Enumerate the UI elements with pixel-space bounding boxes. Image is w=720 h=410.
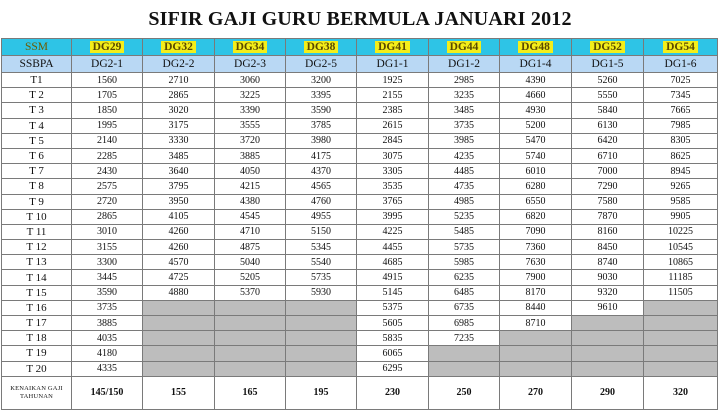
salary-cell: 3305 (357, 164, 429, 179)
salary-cell: 4370 (286, 164, 357, 179)
salary-cell: 5260 (572, 73, 644, 88)
salary-cell: 3980 (286, 133, 357, 148)
salary-cell: 3225 (215, 88, 286, 103)
salary-cell: 7235 (429, 331, 500, 346)
salary-cell: 10225 (644, 224, 718, 239)
salary-cell: 4875 (215, 240, 286, 255)
salary-cell: 3010 (72, 224, 143, 239)
row-label: T 20 (2, 361, 72, 376)
salary-cell: 9265 (644, 179, 718, 194)
salary-cell: 3395 (286, 88, 357, 103)
salary-cell: 2865 (72, 209, 143, 224)
salary-cell: 4710 (215, 224, 286, 239)
salary-cell: 4760 (286, 194, 357, 209)
table-row (2, 209, 718, 224)
salary-cell: 6710 (572, 148, 644, 163)
empty-cell (572, 331, 644, 346)
ssbpa-header-row (2, 56, 718, 73)
salary-cell: 5150 (286, 224, 357, 239)
salary-cell: 4215 (215, 179, 286, 194)
ssm-grade-cell (72, 39, 143, 56)
row-label: T 11 (2, 224, 72, 239)
salary-cell: 5840 (572, 103, 644, 118)
empty-cell (500, 361, 572, 376)
salary-cell: 3995 (357, 209, 429, 224)
empty-cell (500, 346, 572, 361)
salary-cell: 4660 (500, 88, 572, 103)
salary-cell: 3885 (72, 316, 143, 331)
table-row (2, 118, 718, 133)
empty-cell (644, 316, 718, 331)
increment-cell: 250 (429, 376, 500, 409)
ssm-grade-cell (215, 39, 286, 56)
salary-cell: 7580 (572, 194, 644, 209)
empty-cell (286, 331, 357, 346)
increment-cell: 270 (500, 376, 572, 409)
salary-cell: 4260 (143, 224, 215, 239)
salary-cell: 2985 (429, 73, 500, 88)
increment-cell: 155 (143, 376, 215, 409)
salary-cell: 8710 (500, 316, 572, 331)
empty-cell (572, 346, 644, 361)
increment-cell: 145/150 (72, 376, 143, 409)
salary-cell: 5145 (357, 285, 429, 300)
ssm-grade-cell (357, 39, 429, 56)
salary-cell: 8440 (500, 300, 572, 315)
empty-cell (644, 331, 718, 346)
salary-cell: 1925 (357, 73, 429, 88)
ssm-grade-cell (644, 39, 718, 56)
salary-cell: 4725 (143, 270, 215, 285)
salary-cell: 6735 (429, 300, 500, 315)
ssm-grade-label: DG48 (518, 41, 553, 53)
row-label: T 2 (2, 88, 72, 103)
table-row (2, 103, 718, 118)
table-row (2, 346, 718, 361)
ssbpa-grade-cell: DG1-4 (500, 56, 572, 73)
table-row (2, 240, 718, 255)
salary-cell: 5735 (429, 240, 500, 255)
salary-cell: 3485 (429, 103, 500, 118)
row-label: T 10 (2, 209, 72, 224)
salary-cell: 3535 (357, 179, 429, 194)
salary-cell: 4225 (357, 224, 429, 239)
ssbpa-grade-cell: DG1-5 (572, 56, 644, 73)
salary-cell: 4455 (357, 240, 429, 255)
row-label: T 13 (2, 255, 72, 270)
salary-cell: 4380 (215, 194, 286, 209)
salary-cell: 3060 (215, 73, 286, 88)
salary-cell: 2575 (72, 179, 143, 194)
empty-cell (644, 300, 718, 315)
salary-cell: 2845 (357, 133, 429, 148)
table-row (2, 73, 718, 88)
ssbpa-grade-cell: DG2-5 (286, 56, 357, 73)
ssm-grade-cell (572, 39, 644, 56)
salary-cell: 9320 (572, 285, 644, 300)
increment-cell: 165 (215, 376, 286, 409)
salary-cell: 3640 (143, 164, 215, 179)
salary-cell: 3765 (357, 194, 429, 209)
table-row (2, 300, 718, 315)
salary-cell: 11505 (644, 285, 718, 300)
salary-cell: 4335 (72, 361, 143, 376)
salary-cell: 3330 (143, 133, 215, 148)
salary-cell: 5345 (286, 240, 357, 255)
salary-cell: 7630 (500, 255, 572, 270)
table-row (2, 179, 718, 194)
row-label: T 5 (2, 133, 72, 148)
salary-cell: 3390 (215, 103, 286, 118)
salary-cell: 6485 (429, 285, 500, 300)
salary-cell: 5835 (357, 331, 429, 346)
empty-cell (143, 346, 215, 361)
salary-cell: 7090 (500, 224, 572, 239)
row-label: T 6 (2, 148, 72, 163)
salary-cell: 1560 (72, 73, 143, 88)
empty-cell (572, 316, 644, 331)
salary-cell: 2385 (357, 103, 429, 118)
table-row (2, 361, 718, 376)
salary-cell: 4565 (286, 179, 357, 194)
empty-cell (572, 361, 644, 376)
empty-cell (143, 316, 215, 331)
salary-cell: 2720 (72, 194, 143, 209)
table-row (2, 270, 718, 285)
salary-cell: 6550 (500, 194, 572, 209)
ssm-grade-label: DG54 (663, 41, 698, 53)
empty-cell (215, 331, 286, 346)
salary-cell: 5740 (500, 148, 572, 163)
annual-increment-label: KENAIKAN GAJI TAHUNAN (2, 376, 72, 409)
salary-cell: 1705 (72, 88, 143, 103)
salary-cell: 4235 (429, 148, 500, 163)
salary-cell: 6820 (500, 209, 572, 224)
salary-cell: 4985 (429, 194, 500, 209)
salary-cell: 6280 (500, 179, 572, 194)
ssm-label: SSM (2, 39, 72, 56)
salary-cell: 3075 (357, 148, 429, 163)
table-row (2, 316, 718, 331)
salary-cell: 4685 (357, 255, 429, 270)
row-label: T 16 (2, 300, 72, 315)
empty-cell (286, 361, 357, 376)
ssbpa-grade-cell: DG2-3 (215, 56, 286, 73)
salary-cell: 8450 (572, 240, 644, 255)
table-row (2, 331, 718, 346)
row-label: T 7 (2, 164, 72, 179)
salary-cell: 4915 (357, 270, 429, 285)
salary-cell: 3155 (72, 240, 143, 255)
salary-cell: 1850 (72, 103, 143, 118)
salary-cell: 2430 (72, 164, 143, 179)
salary-cell: 10865 (644, 255, 718, 270)
salary-cell: 4175 (286, 148, 357, 163)
salary-cell: 5470 (500, 133, 572, 148)
salary-cell: 5200 (500, 118, 572, 133)
row-label: T 4 (2, 118, 72, 133)
salary-cell: 9585 (644, 194, 718, 209)
ssbpa-grade-cell: DG2-1 (72, 56, 143, 73)
table-row (2, 164, 718, 179)
row-label: T 17 (2, 316, 72, 331)
salary-cell: 6010 (500, 164, 572, 179)
ssm-grade-cell (500, 39, 572, 56)
salary-cell: 4735 (429, 179, 500, 194)
increment-cell: 290 (572, 376, 644, 409)
salary-cell: 3885 (215, 148, 286, 163)
ssm-grade-label: DG52 (590, 41, 625, 53)
salary-cell: 8170 (500, 285, 572, 300)
empty-cell (215, 316, 286, 331)
salary-cell: 3735 (429, 118, 500, 133)
salary-cell: 4390 (500, 73, 572, 88)
salary-cell: 7000 (572, 164, 644, 179)
row-label: T 19 (2, 346, 72, 361)
row-label: T 15 (2, 285, 72, 300)
salary-cell: 1995 (72, 118, 143, 133)
salary-cell: 10545 (644, 240, 718, 255)
salary-cell: 9905 (644, 209, 718, 224)
ssm-grade-cell (143, 39, 215, 56)
salary-cell: 7870 (572, 209, 644, 224)
ssm-header-row (2, 39, 718, 56)
empty-cell (429, 346, 500, 361)
ssbpa-grade-cell: DG1-2 (429, 56, 500, 73)
salary-cell: 3235 (429, 88, 500, 103)
salary-cell: 7290 (572, 179, 644, 194)
row-label: T1 (2, 73, 72, 88)
table-row (2, 133, 718, 148)
salary-cell: 5370 (215, 285, 286, 300)
salary-cell: 3950 (143, 194, 215, 209)
salary-cell: 4930 (500, 103, 572, 118)
salary-cell: 7360 (500, 240, 572, 255)
salary-cell: 2285 (72, 148, 143, 163)
salary-cell: 11185 (644, 270, 718, 285)
table-row (2, 148, 718, 163)
salary-table (1, 38, 718, 410)
salary-cell: 9030 (572, 270, 644, 285)
salary-cell: 3590 (286, 103, 357, 118)
ssm-grade-label: DG41 (375, 41, 410, 53)
salary-cell: 3175 (143, 118, 215, 133)
ssbpa-grade-cell: DG1-1 (357, 56, 429, 73)
salary-cell: 3020 (143, 103, 215, 118)
salary-cell: 4880 (143, 285, 215, 300)
salary-cell: 3200 (286, 73, 357, 88)
salary-cell: 6065 (357, 346, 429, 361)
salary-cell: 3735 (72, 300, 143, 315)
salary-cell: 4105 (143, 209, 215, 224)
salary-cell: 5550 (572, 88, 644, 103)
ssbpa-grade-cell: DG1-6 (644, 56, 718, 73)
increment-cell: 320 (644, 376, 718, 409)
ssm-grade-label: DG29 (90, 41, 125, 53)
empty-cell (644, 361, 718, 376)
table-row (2, 285, 718, 300)
salary-cell: 7985 (644, 118, 718, 133)
row-label: T 12 (2, 240, 72, 255)
table-row (2, 194, 718, 209)
row-label: T 8 (2, 179, 72, 194)
salary-cell: 5985 (429, 255, 500, 270)
salary-cell: 3795 (143, 179, 215, 194)
row-label: T 18 (2, 331, 72, 346)
empty-cell (143, 361, 215, 376)
salary-cell: 3300 (72, 255, 143, 270)
ssbpa-grade-cell: DG2-2 (143, 56, 215, 73)
salary-cell: 8740 (572, 255, 644, 270)
salary-cell: 4955 (286, 209, 357, 224)
salary-cell: 2710 (143, 73, 215, 88)
salary-cell: 8305 (644, 133, 718, 148)
salary-cell: 5375 (357, 300, 429, 315)
empty-cell (286, 316, 357, 331)
salary-cell: 7665 (644, 103, 718, 118)
salary-cell: 4050 (215, 164, 286, 179)
empty-cell (215, 300, 286, 315)
salary-cell: 3720 (215, 133, 286, 148)
salary-cell: 8160 (572, 224, 644, 239)
salary-cell: 7345 (644, 88, 718, 103)
salary-cell: 4545 (215, 209, 286, 224)
salary-cell: 6295 (357, 361, 429, 376)
salary-cell: 8945 (644, 164, 718, 179)
salary-cell: 6235 (429, 270, 500, 285)
salary-cell: 5485 (429, 224, 500, 239)
salary-cell: 5540 (286, 255, 357, 270)
salary-cell: 9610 (572, 300, 644, 315)
salary-cell: 6420 (572, 133, 644, 148)
salary-cell: 2155 (357, 88, 429, 103)
ssm-grade-label: DG32 (161, 41, 196, 53)
ssm-grade-label: DG44 (447, 41, 482, 53)
empty-cell (286, 346, 357, 361)
salary-cell: 3555 (215, 118, 286, 133)
annual-increment-row (2, 376, 718, 409)
salary-cell: 7025 (644, 73, 718, 88)
salary-cell: 2140 (72, 133, 143, 148)
salary-cell: 2865 (143, 88, 215, 103)
empty-cell (286, 300, 357, 315)
row-label: T 9 (2, 194, 72, 209)
salary-cell: 5040 (215, 255, 286, 270)
table-row (2, 224, 718, 239)
empty-cell (644, 346, 718, 361)
salary-cell: 4570 (143, 255, 215, 270)
table-row (2, 88, 718, 103)
salary-cell: 4485 (429, 164, 500, 179)
empty-cell (143, 331, 215, 346)
salary-cell: 3445 (72, 270, 143, 285)
page-title: SIFIR GAJI GURU BERMULA JANUARI 2012 (148, 8, 572, 30)
salary-cell: 6985 (429, 316, 500, 331)
ssm-grade-cell (286, 39, 357, 56)
empty-cell (215, 346, 286, 361)
row-label: T 14 (2, 270, 72, 285)
salary-cell: 2615 (357, 118, 429, 133)
empty-cell (215, 361, 286, 376)
ssm-grade-label: DG38 (304, 41, 339, 53)
salary-cell: 6130 (572, 118, 644, 133)
salary-cell: 8625 (644, 148, 718, 163)
ssm-grade-cell (429, 39, 500, 56)
salary-cell: 4035 (72, 331, 143, 346)
salary-cell: 5605 (357, 316, 429, 331)
empty-cell (500, 331, 572, 346)
table-row (2, 255, 718, 270)
salary-cell: 5735 (286, 270, 357, 285)
salary-cell: 5930 (286, 285, 357, 300)
ssm-grade-label: DG34 (233, 41, 268, 53)
empty-cell (429, 361, 500, 376)
increment-cell: 230 (357, 376, 429, 409)
row-label: T 3 (2, 103, 72, 118)
salary-cell: 3485 (143, 148, 215, 163)
empty-cell (143, 300, 215, 315)
ssbpa-label: SSBPA (2, 56, 72, 73)
salary-cell: 3785 (286, 118, 357, 133)
salary-cell: 4180 (72, 346, 143, 361)
salary-cell: 3590 (72, 285, 143, 300)
salary-cell: 5235 (429, 209, 500, 224)
salary-cell: 7900 (500, 270, 572, 285)
salary-cell: 3985 (429, 133, 500, 148)
salary-cell: 4260 (143, 240, 215, 255)
increment-cell: 195 (286, 376, 357, 409)
salary-cell: 5205 (215, 270, 286, 285)
